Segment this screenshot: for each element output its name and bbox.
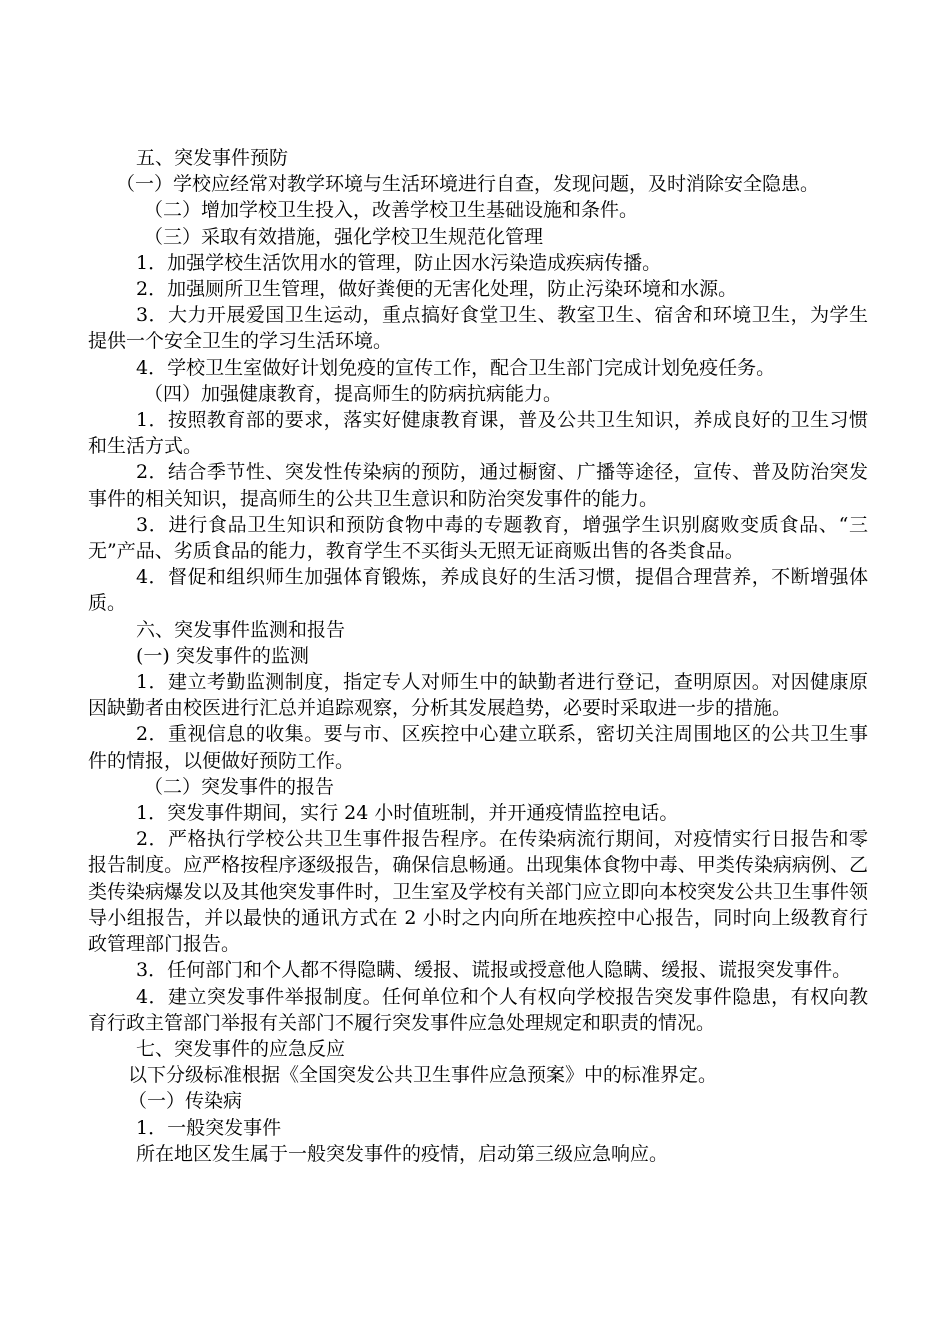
section-heading-6: 六、突发事件监测和报告 — [136, 618, 346, 641]
section-heading-5: 五、突发事件预防 — [136, 147, 289, 169]
paragraph: 1．加强学校生活饮用水的管理，防止因水污染造成疾病传播。 — [136, 251, 662, 274]
paragraph: 2．结合季节性、突发性传染病的预防，通过橱窗、广播等途径，宣传、普及防治突发事件的相关知识，提高师生的公共卫生意识和防治突发事件的能力。 — [88, 461, 868, 510]
paragraph: 3．大力开展爱国卫生运动，重点搞好食堂卫生、教室卫生、宿舍和环境卫生，为学生提供一个安全卫生的学习生活环境。 — [88, 304, 868, 353]
paragraph: (一) 突发事件的监测 — [136, 644, 309, 667]
paragraph: （一）学校应经常对教学环境与生活环境进行自查，发现问题，及时消除安全隐患。 — [116, 173, 820, 196]
paragraph: 3．任何部门和个人都不得隐瞒、缓报、谎报或授意他人隐瞒、缓报、谎报突发事件。 — [136, 959, 852, 982]
paragraph: 以下分级标准根据《全国突发公共卫生事件应急预案》中的标准界定。 — [128, 1064, 718, 1087]
paragraph: （二）突发事件的报告 — [144, 775, 335, 798]
paragraph: 2．重视信息的收集。要与市、区疾控中心建立联系，密切关注周围地区的公共卫生事件的情报，以便做好预防工作。 — [88, 723, 868, 772]
paragraph: 4．学校卫生室做好计划免疫的宣传工作，配合卫生部门完成计划免疫任务。 — [136, 356, 776, 379]
paragraph: （二）增加学校卫生投入，改善学校卫生基础设施和条件。 — [144, 199, 639, 222]
paragraph: 1．突发事件期间，实行 24 小时值班制，并开通疫情监控电话。 — [136, 802, 679, 825]
paragraph: 2．严格执行学校公共卫生事件报告程序。在传染病流行期间，对疫情实行日报告和零报告制度。应严格按程序逐级报告，确保信息畅通。出现集体食物中毒、甲类传染病病例、乙类传染病爆发以及其他突发事件时，卫生室及学校有关部门应立即向本校突发公共卫生事件领导小组报告，并以最快的通讯方式在 2 小时之内向所在地疾控中心报告，同时向上级教育行政管理部门报告。 — [88, 828, 868, 956]
paragraph: 所在地区发生属于一般突发事件的疫情，启动第三级应急响应。 — [136, 1142, 669, 1165]
section-heading-7: 七、突发事件的应急反应 — [136, 1037, 346, 1060]
paragraph: （一）传染病 — [128, 1090, 243, 1113]
paragraph: 4．督促和组织师生加强体育锻炼，养成良好的生活习惯，提倡合理营养，不断增强体质。 — [88, 566, 868, 615]
document-body — [88, 145, 868, 1167]
paragraph: 3．进行食品卫生知识和预防食物中毒的专题教育，增强学生识别腐败变质食品、“三无”产品、劣质食品的能力，教育学生不买街头无照无证商贩出售的各类食品。 — [88, 513, 868, 563]
paragraph: 1．按照教育部的要求，落实好健康教育课，普及公共卫生知识，养成良好的卫生习惯和生活方式。 — [88, 409, 868, 458]
paragraph: （四）加强健康教育，提高师生的防病抗病能力。 — [144, 382, 563, 405]
paragraph: 2．加强厕所卫生管理，做好粪便的无害化处理，防止污染环境和水源。 — [136, 278, 738, 301]
paragraph: 4．建立突发事件举报制度。任何单位和个人有权向学校报告突发事件隐患，有权向教育行政主管部门举报有关部门不履行突发事件应急处理规定和职责的情况。 — [88, 985, 868, 1034]
paragraph: 1．一般突发事件 — [136, 1116, 282, 1139]
paragraph: （三）采取有效措施，强化学校卫生规范化管理 — [144, 225, 544, 248]
paragraph: 1．建立考勤监测制度，指定专人对师生中的缺勤者进行登记，查明原因。对因健康原因缺勤者由校医进行汇总并追踪观察，分析其发展趋势，必要时采取进一步的措施。 — [88, 671, 868, 720]
